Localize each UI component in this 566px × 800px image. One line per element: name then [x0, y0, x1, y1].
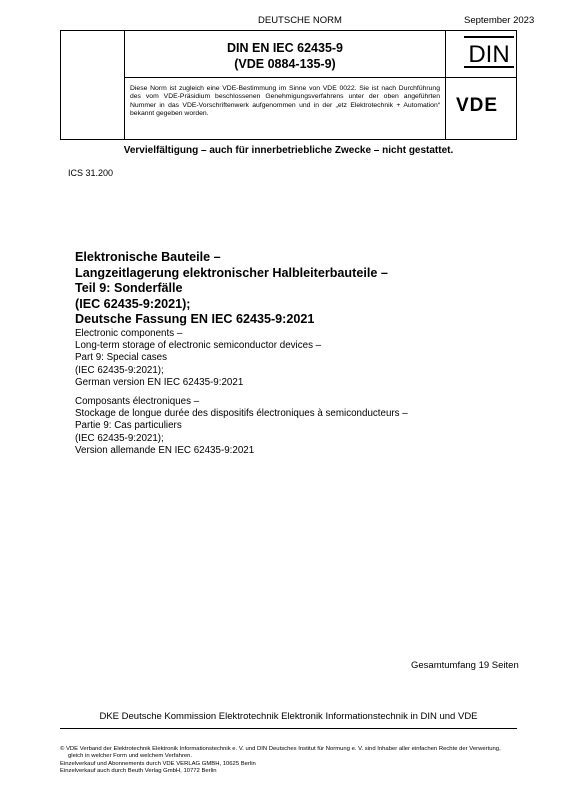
document-number-vde: (VDE 0884-135-9)	[234, 57, 336, 71]
footer-line: Einzelverkauf auch durch Beuth Verlag GmbH, 10772 Berlin	[60, 768, 217, 775]
footer-line: © VDE Verband der Elektrotechnik Elektronik Informationstechnik e. V. und DIN Deutsches Institut für Normung e. V. sind Inhaber aller einfachen Rechte der Verwertung,	[60, 746, 501, 752]
divider-right	[445, 30, 446, 140]
title-en-line: Part 9: Special cases	[75, 352, 168, 364]
publication-date: September 2023	[464, 15, 535, 26]
title-en-line: (IEC 62435-9:2021);	[75, 364, 164, 376]
footer-line: Einzelverkauf und Abonnements durch VDE VERLAG GMBH, 10625 Berlin	[60, 760, 256, 767]
dke-line: DKE Deutsche Kommission Elektrotechnik Elektronik Informationstechnik in DIN und VDE	[99, 711, 478, 722]
divider-horizontal	[124, 77, 517, 78]
vde-logo: VDE	[456, 95, 499, 116]
title-german	[75, 250, 515, 328]
title-fr-line: Stockage de longue durée des dispositifs électroniques à semiconducteurs –	[75, 408, 408, 420]
vde-note: Diese Norm ist zugleich eine VDE-Bestimmung im Sinne von VDE 0022. Sie ist nach Durchführung des vom VDE-Präsidium beschlossenen Genehmigungsverfahrens unter der oben angeführten Nummer in das VDE-Vorschriftenwerk aufgenommen und in der „etz Elektrotechnik + Automation“ bekannt gegeben worden.	[130, 85, 440, 118]
document-number-din: DIN EN IEC 62435-9	[226, 41, 344, 55]
total-pages: Gesamtumfang 19 Seiten	[411, 660, 519, 671]
title-french	[75, 396, 535, 457]
norm-type-label: DEUTSCHE NORM	[258, 15, 342, 26]
title-de-line: (IEC 62435-9:2021);	[75, 296, 191, 311]
title-english	[75, 328, 515, 389]
din-logo	[464, 36, 514, 68]
ics-code: ICS 31.200	[68, 168, 114, 178]
title-de-line: Langzeitlagerung elektronischer Halbleiterbauteile –	[75, 265, 388, 280]
reproduction-notice: Vervielfältigung – auch für innerbetriebliche Zwecke – nicht gestattet.	[123, 145, 454, 156]
title-fr-line: Version allemande EN IEC 62435-9:2021	[75, 444, 255, 456]
title-en-line: Long-term storage of electronic semiconductor devices –	[75, 340, 322, 352]
title-en-line: Electronic components –	[75, 328, 183, 339]
title-de-line: Teil 9: Sonderfälle	[75, 281, 183, 295]
footer-line: gleich in welcher Form und welchem Verfahren.	[68, 753, 193, 760]
title-de-line: Deutsche Fassung EN IEC 62435-9:2021	[75, 312, 315, 326]
title-de-line: Elektronische Bauteile –	[75, 250, 221, 264]
title-en-line: German version EN IEC 62435-9:2021	[75, 376, 244, 388]
footer-rule	[60, 728, 517, 729]
footer-copyright	[60, 746, 530, 776]
din-logo-text: DIN	[468, 41, 510, 68]
title-fr-line: Composants électroniques –	[75, 396, 200, 407]
document-number	[125, 40, 445, 72]
title-fr-line: (IEC 62435-9:2021);	[75, 432, 164, 444]
title-fr-line: Partie 9: Cas particuliers	[75, 420, 182, 432]
